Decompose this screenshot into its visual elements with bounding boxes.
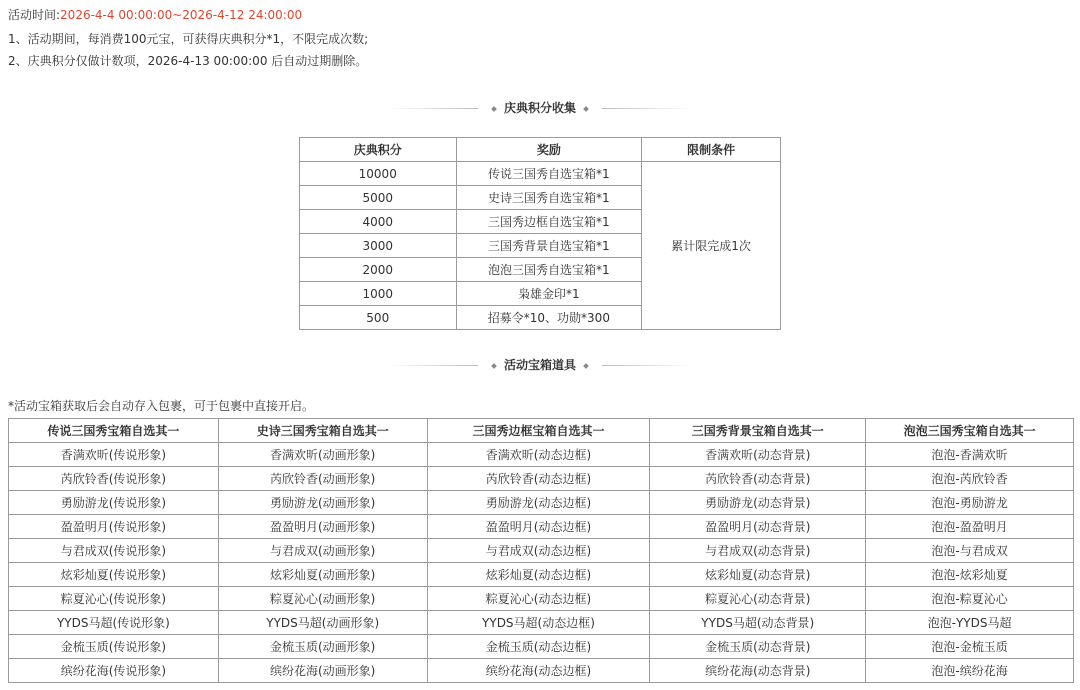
- legend-item-cell: 勇励游龙(传说形象): [9, 491, 219, 515]
- legend-item-cell: 与君成双(传说形象): [9, 539, 219, 563]
- background-item-cell: YYDS马超(动态背景): [650, 611, 866, 635]
- bubble-item-cell: 泡泡-芮欣铃香: [866, 467, 1074, 491]
- rule-2: 2、庆典积分仅做计数项，2026-4-13 00:00:00 后自动过期删除。: [8, 54, 368, 68]
- reward-cell: 传说三国秀自选宝箱*1: [456, 162, 642, 186]
- epic-item-cell: 缤纷花海(动画形象): [218, 659, 427, 683]
- bubble-item-cell: 泡泡-盈盈明月: [866, 515, 1074, 539]
- bubble-item-cell: 泡泡-金梳玉质: [866, 635, 1074, 659]
- background-item-cell: 粽夏沁心(动态背景): [650, 587, 866, 611]
- divider-left: [388, 365, 478, 366]
- table-row: [9, 563, 1074, 587]
- divider-right: [602, 108, 692, 109]
- box-section-title-text: 活动宝箱道具: [503, 358, 576, 372]
- column-header-background-box: 三国秀背景宝箱自选其一: [650, 419, 866, 443]
- diamond-icon: [583, 106, 589, 112]
- background-item-cell: 勇励游龙(动态背景): [650, 491, 866, 515]
- frame-item-cell: 芮欣铃香(动态边框): [427, 467, 650, 491]
- background-item-cell: 香满欢昕(动态背景): [650, 443, 866, 467]
- background-item-cell: 盈盈明月(动态背景): [650, 515, 866, 539]
- bubble-item-cell: 泡泡-缤纷花海: [866, 659, 1074, 683]
- box-items-table: [8, 418, 1074, 683]
- legend-item-cell: 缤纷花海(传说形象): [9, 659, 219, 683]
- score-section-title-text: 庆典积分收集: [503, 101, 576, 115]
- background-item-cell: 与君成双(动态背景): [650, 539, 866, 563]
- score-cell: 2000: [300, 258, 457, 282]
- frame-item-cell: 香满欢昕(动态边框): [427, 443, 650, 467]
- reward-cell: 史诗三国秀自选宝箱*1: [456, 186, 642, 210]
- epic-item-cell: 香满欢昕(动画形象): [218, 443, 427, 467]
- score-reward-table: [299, 137, 781, 330]
- table-row: [9, 587, 1074, 611]
- limit-cell: 累计限完成1次: [642, 162, 781, 330]
- table-row: [9, 539, 1074, 563]
- reward-cell: 三国秀边框自选宝箱*1: [456, 210, 642, 234]
- table-row: [300, 162, 781, 186]
- frame-item-cell: 炫彩灿夏(动态边框): [427, 563, 650, 587]
- bubble-item-cell: 泡泡-香满欢昕: [866, 443, 1074, 467]
- background-item-cell: 芮欣铃香(动态背景): [650, 467, 866, 491]
- bubble-item-cell: 泡泡-YYDS马超: [866, 611, 1074, 635]
- frame-item-cell: 缤纷花海(动态边框): [427, 659, 650, 683]
- score-cell: 4000: [300, 210, 457, 234]
- box-section-title: [0, 356, 1080, 374]
- score-cell: 500: [300, 306, 457, 330]
- legend-item-cell: 炫彩灿夏(传说形象): [9, 563, 219, 587]
- frame-item-cell: YYDS马超(动态边框): [427, 611, 650, 635]
- background-item-cell: 炫彩灿夏(动态背景): [650, 563, 866, 587]
- epic-item-cell: 芮欣铃香(动画形象): [218, 467, 427, 491]
- epic-item-cell: 盈盈明月(动画形象): [218, 515, 427, 539]
- frame-item-cell: 勇励游龙(动态边框): [427, 491, 650, 515]
- bubble-item-cell: 泡泡-与君成双: [866, 539, 1074, 563]
- background-item-cell: 金梳玉质(动态背景): [650, 635, 866, 659]
- column-header-legend-box: 传说三国秀宝箱自选其一: [9, 419, 219, 443]
- epic-item-cell: YYDS马超(动画形象): [218, 611, 427, 635]
- table-row: [9, 611, 1074, 635]
- column-header-limit: 限制条件: [642, 138, 781, 162]
- frame-item-cell: 金梳玉质(动态边框): [427, 635, 650, 659]
- score-cell: 5000: [300, 186, 457, 210]
- bubble-item-cell: 泡泡-勇励游龙: [866, 491, 1074, 515]
- epic-item-cell: 炫彩灿夏(动画形象): [218, 563, 427, 587]
- column-header-frame-box: 三国秀边框宝箱自选其一: [427, 419, 650, 443]
- table-row: [9, 467, 1074, 491]
- frame-item-cell: 粽夏沁心(动态边框): [427, 587, 650, 611]
- score-cell: 1000: [300, 282, 457, 306]
- score-section-title: [0, 99, 1080, 117]
- divider-left: [388, 108, 478, 109]
- box-note: *活动宝箱获取后会自动存入包裹，可于包裹中直接开启。: [8, 399, 315, 413]
- diamond-icon: [491, 363, 497, 369]
- column-header-epic-box: 史诗三国秀宝箱自选其一: [218, 419, 427, 443]
- legend-item-cell: 粽夏沁心(传说形象): [9, 587, 219, 611]
- rule-1: 1、活动期间，每消费100元宝，可获得庆典积分*1，不限完成次数;: [8, 32, 369, 46]
- table-row: [9, 635, 1074, 659]
- table-row: [9, 443, 1074, 467]
- table-header-row: [9, 419, 1074, 443]
- reward-cell: 泡泡三国秀自选宝箱*1: [456, 258, 642, 282]
- reward-cell: 招募令*10、功勋*300: [456, 306, 642, 330]
- table-row: [9, 659, 1074, 683]
- background-item-cell: 缤纷花海(动态背景): [650, 659, 866, 683]
- table-header-row: [300, 138, 781, 162]
- legend-item-cell: 盈盈明月(传说形象): [9, 515, 219, 539]
- legend-item-cell: 金梳玉质(传说形象): [9, 635, 219, 659]
- activity-time-value: 2026-4-4 00:00:00~2026-4-12 24:00:00: [60, 8, 303, 22]
- divider-right: [602, 365, 692, 366]
- score-cell: 10000: [300, 162, 457, 186]
- reward-cell: 枭雄金印*1: [456, 282, 642, 306]
- bubble-item-cell: 泡泡-炫彩灿夏: [866, 563, 1074, 587]
- diamond-icon: [583, 363, 589, 369]
- activity-time-label: 活动时间:: [8, 8, 61, 22]
- column-header-score: 庆典积分: [300, 138, 457, 162]
- frame-item-cell: 盈盈明月(动态边框): [427, 515, 650, 539]
- score-cell: 3000: [300, 234, 457, 258]
- legend-item-cell: 香满欢昕(传说形象): [9, 443, 219, 467]
- bubble-item-cell: 泡泡-粽夏沁心: [866, 587, 1074, 611]
- table-row: [9, 491, 1074, 515]
- column-header-bubble-box: 泡泡三国秀宝箱自选其一: [866, 419, 1074, 443]
- diamond-icon: [491, 106, 497, 112]
- column-header-reward: 奖励: [456, 138, 642, 162]
- epic-item-cell: 金梳玉质(动画形象): [218, 635, 427, 659]
- epic-item-cell: 勇励游龙(动画形象): [218, 491, 427, 515]
- table-row: [9, 515, 1074, 539]
- reward-cell: 三国秀背景自选宝箱*1: [456, 234, 642, 258]
- frame-item-cell: 与君成双(动态边框): [427, 539, 650, 563]
- epic-item-cell: 与君成双(动画形象): [218, 539, 427, 563]
- legend-item-cell: 芮欣铃香(传说形象): [9, 467, 219, 491]
- activity-time: [8, 6, 302, 24]
- epic-item-cell: 粽夏沁心(动画形象): [218, 587, 427, 611]
- legend-item-cell: YYDS马超(传说形象): [9, 611, 219, 635]
